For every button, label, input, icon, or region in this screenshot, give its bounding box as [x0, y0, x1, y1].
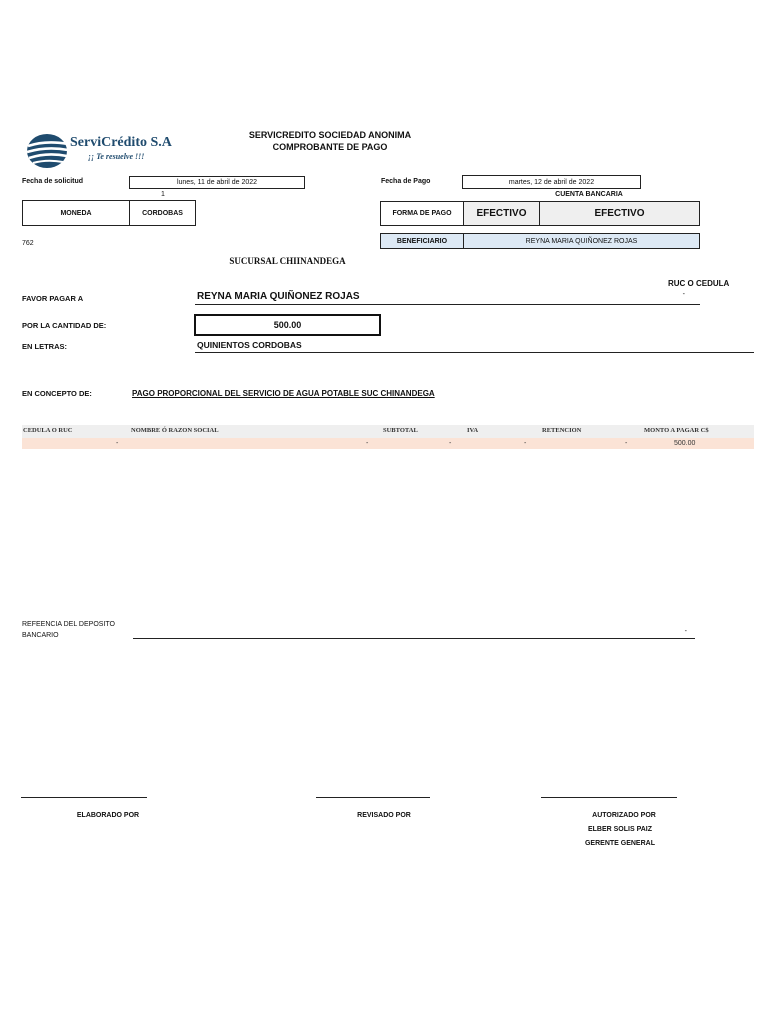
beneficiario-field: REYNA MARIA QUIÑONEZ ROJAS — [463, 233, 700, 249]
beneficiario-label: BENEFICIARIO — [380, 233, 464, 249]
favor-pagar-line — [195, 290, 700, 305]
favor-pagar-value: REYNA MARIA QUIÑONEZ ROJAS — [197, 291, 360, 302]
fecha-pago-label: Fecha de Pago — [381, 178, 431, 185]
referencia-value: - — [684, 628, 687, 635]
concepto-value: PAGO PROPORCIONAL DEL SERVICIO DE AGUA POTABLE SUC CHINANDEGA — [132, 389, 435, 398]
logo-name: ServiCrédito S.A — [70, 135, 172, 150]
fecha-solicitud-label: Fecha de solicitud — [22, 178, 84, 185]
ruc-label: RUC O CEDULA — [668, 279, 730, 288]
moneda-label: MONEDA — [22, 200, 130, 226]
elaborado-label: ELABORADO POR — [76, 812, 140, 819]
forma-pago-field: EFECTIVO — [463, 201, 540, 226]
fecha-solicitud-field: lunes, 11 de abril de 2022 — [129, 176, 305, 189]
cuenta-bancaria-label: CUENTA BANCARIA — [555, 191, 623, 198]
revisado-label: REVISADO POR — [357, 812, 411, 819]
autorizado-signature-line — [541, 797, 677, 798]
col-nombre-header: NOMBRE Ó RAZON SOCIAL — [131, 427, 219, 434]
autorizado-name: ELBER SOLIS PAIZ — [587, 826, 653, 833]
letras-line — [195, 338, 754, 353]
table-header — [22, 425, 754, 438]
document-number: 762 — [22, 240, 34, 247]
cell-monto: 500.00 — [674, 440, 696, 447]
referencia-label-line1: REFEENCIA DEL DEPOSITO — [22, 621, 115, 628]
autorizado-title: GERENTE GENERAL — [584, 840, 655, 847]
concepto-label: EN CONCEPTO DE: — [22, 389, 92, 398]
col-iva-header: IVA — [467, 427, 479, 434]
company-logo — [26, 131, 196, 171]
letras-label: EN LETRAS: — [22, 342, 67, 351]
referencia-line — [133, 626, 695, 639]
autorizado-label: AUTORIZADO POR — [592, 812, 656, 819]
solicitud-number: 1 — [161, 191, 165, 198]
forma-pago-label: FORMA DE PAGO — [380, 201, 464, 226]
col-retencion-header: RETENCION — [542, 427, 582, 434]
favor-pagar-label: FAVOR PAGAR A — [22, 294, 84, 303]
table-row — [22, 438, 754, 449]
col-cedula-header: CEDULA O RUC — [23, 427, 73, 434]
logo-globe-icon — [26, 131, 70, 171]
cell-iva: - — [524, 440, 527, 447]
moneda-field: CORDOBAS — [129, 200, 196, 226]
referencia-label-line2: BANCARIO — [22, 632, 59, 639]
logo-tagline: ¡¡ Te resuelve !!! — [88, 152, 145, 161]
cell-cedula: - — [116, 440, 119, 447]
col-monto-header: MONTO A PAGAR C$ — [644, 427, 709, 434]
cantidad-label: POR LA CANTIDAD DE: — [22, 321, 107, 330]
revisado-signature-line — [316, 797, 430, 798]
cantidad-field: 500.00 — [194, 314, 381, 336]
ruc-value: - — [682, 291, 685, 298]
document-title: COMPROBANTE DE PAGO — [272, 142, 388, 152]
sucursal-label: SUCURSAL CHIINANDEGA — [229, 256, 346, 266]
cuenta-bancaria-field: EFECTIVO — [539, 201, 700, 226]
cell-subtotal: - — [449, 440, 452, 447]
letras-value: QUINIENTOS CORDOBAS — [197, 340, 302, 350]
fecha-pago-field: martes, 12 de abril de 2022 — [462, 175, 641, 189]
elaborado-signature-line — [21, 797, 147, 798]
cell-retencion: - — [625, 440, 628, 447]
cell-nombre: - — [366, 440, 369, 447]
col-subtotal-header: SUBTOTAL — [383, 427, 418, 434]
company-title: SERVICREDITO SOCIEDAD ANONIMA — [248, 130, 412, 140]
